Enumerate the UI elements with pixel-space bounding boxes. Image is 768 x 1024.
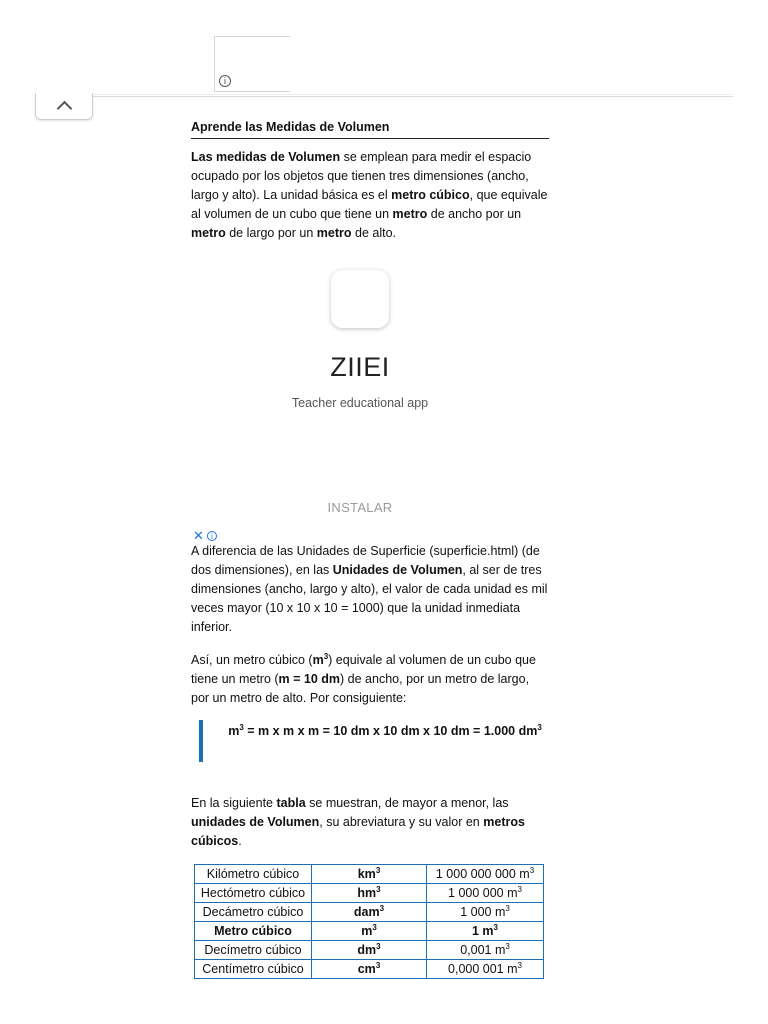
intro-paragraph: Las medidas de Volumen se emplean para medir el espacio ocupado por los objetos que tienen tres dimensiones (ancho, largo y alto). La unidad básica es el metro cúbico, que equivale al volumen de un cubo que tiene un metro de ancho por un metro de largo por un metro de alto. xyxy=(191,150,548,240)
divider xyxy=(92,96,733,97)
app-name[interactable]: ZIIEI xyxy=(330,352,390,382)
install-button[interactable]: INSTALAR xyxy=(327,500,393,515)
app-icon[interactable] xyxy=(331,270,389,328)
unit-name-cell: Decímetro cúbico xyxy=(195,941,312,960)
chevron-up-icon xyxy=(56,101,72,117)
unit-abbr-cell: $hm^3$ xyxy=(312,884,427,903)
table-row xyxy=(195,922,544,941)
close-icon[interactable]: ✕ xyxy=(193,528,204,543)
unit-value-cell: 1 $m^3$ xyxy=(427,922,544,941)
unit-abbr-cell: $m^3$ xyxy=(312,922,427,941)
quote-bar xyxy=(199,720,203,762)
volume-units-paragraph: A diferencia de las Unidades de Superficie (superficie.html) (de dos dimensiones), en las Unidades de Volumen, al ser de tres dimensiones (ancho, largo y alto), el valor de cada unidad es mil veces mayor (10 x 10 x 10 = 1000) que la unidad inmediata inferior. xyxy=(191,544,548,634)
table-row xyxy=(195,884,544,903)
unit-value-cell: 1 000 000 $m^3$ xyxy=(427,884,544,903)
unit-abbr-cell: $cm^3$ xyxy=(312,960,427,979)
unit-name-cell: Hectómetro cúbico xyxy=(195,884,312,903)
unit-value-cell: 0,001 $m^3$ xyxy=(427,941,544,960)
volume-units-table xyxy=(194,864,544,979)
unit-value-cell: 0,000 001 $m^3$ xyxy=(427,960,544,979)
cubic-meter-paragraph: Así, un metro cúbico $(m^3)$ equivale al volumen de un cubo que tiene un metro (m = 10 dm) de ancho, por un metro de largo, por un metro de alto. Por consiguiente: xyxy=(191,651,536,705)
unit-name-cell: Centímetro cúbico xyxy=(195,960,312,979)
table-row xyxy=(195,865,544,884)
info-icon[interactable]: i xyxy=(207,531,217,541)
table-row xyxy=(195,941,544,960)
app-subtitle: Teacher educational app xyxy=(291,396,429,410)
unit-abbr-cell: dam$^3$ xyxy=(312,903,427,922)
info-icon[interactable]: i xyxy=(219,75,231,87)
table-intro-paragraph: En la siguiente tabla se muestran, de mayor a menor, las unidades de Volumen, su abreviatura y su valor en metros cúbicos. xyxy=(191,796,525,848)
divider xyxy=(92,94,733,95)
table-row xyxy=(195,903,544,922)
collapse-ad-button[interactable] xyxy=(35,93,93,120)
unit-value-cell: 1 000 000 000 $m^3$ xyxy=(427,865,544,884)
table-row xyxy=(195,960,544,979)
unit-value-cell: 1 000 $m^3$ xyxy=(427,903,544,922)
unit-name-cell: Kilómetro cúbico xyxy=(195,865,312,884)
unit-name-cell: Metro cúbico xyxy=(195,922,312,941)
volume-formula: $m^3 = m$ x m x m = 10 dm x 10 dm x 10 dm = 1.000 $dm^3$ xyxy=(228,722,542,738)
unit-name-cell: Decámetro cúbico xyxy=(195,903,312,922)
article-heading: Aprende las Medidas de Volumen xyxy=(191,120,549,139)
unit-abbr-cell: $km^3$ xyxy=(312,865,427,884)
ad-controls xyxy=(193,529,217,542)
top-ad-border xyxy=(214,91,290,92)
unit-abbr-cell: $dm^3$ xyxy=(312,941,427,960)
